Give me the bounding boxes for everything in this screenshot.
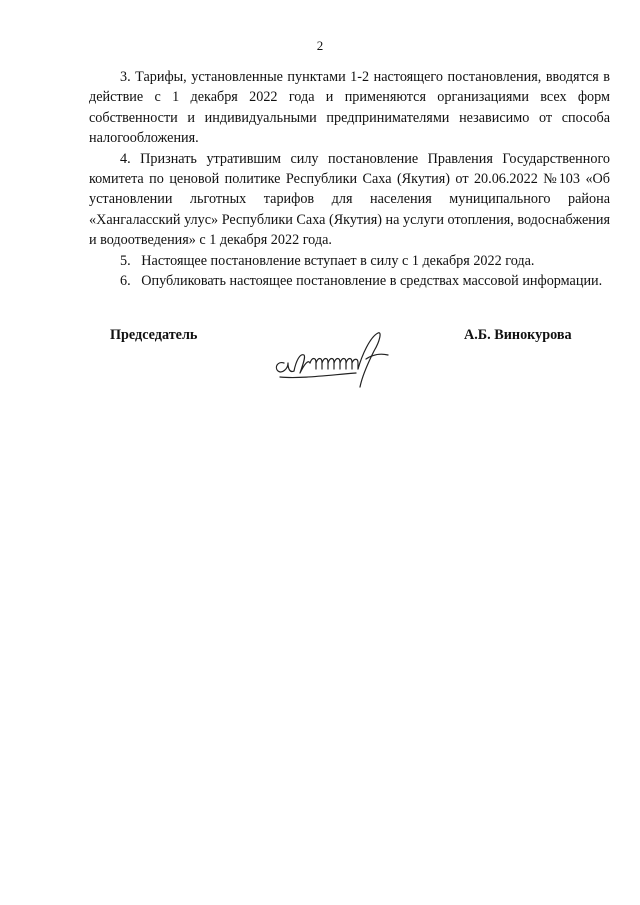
- signer-title: Председатель: [110, 327, 198, 343]
- paragraph-4-repeal: 4. Признать утратившим силу постановление Правления Государственного комитета по ценовой политике Республики Саха (Якутия) от 20.06.2022 №103 «Об установлении льготных тарифов для населения муниципального района «Хангаласский улус» Республики Саха (Якутия) на услуги отопления, водоснабжения и водоотведения» с 1 декабря 2022 года.: [89, 150, 610, 249]
- handwritten-signature: [270, 325, 400, 393]
- document-body: [89, 67, 610, 291]
- paragraph-3-tariffs: 3. Тарифы, установленные пунктами 1-2 настоящего постановления, вводятся в действие с 1 декабря 2022 года и применяются организациями всех форм собственности и индивидуальными предпринимателями независимо от способа налогообложения.: [89, 69, 610, 147]
- paragraph-5-effective-date: 5. Настоящее постановление вступает в силу с 1 декабря 2022 года.: [120, 252, 535, 269]
- paragraph-6-publish: 6. Опубликовать настоящее постановление в средствах массовой информации.: [120, 273, 603, 290]
- signature-block: [0, 325, 640, 405]
- signer-name: А.Б. Винокурова: [464, 327, 572, 343]
- page-number: 2: [316, 38, 324, 53]
